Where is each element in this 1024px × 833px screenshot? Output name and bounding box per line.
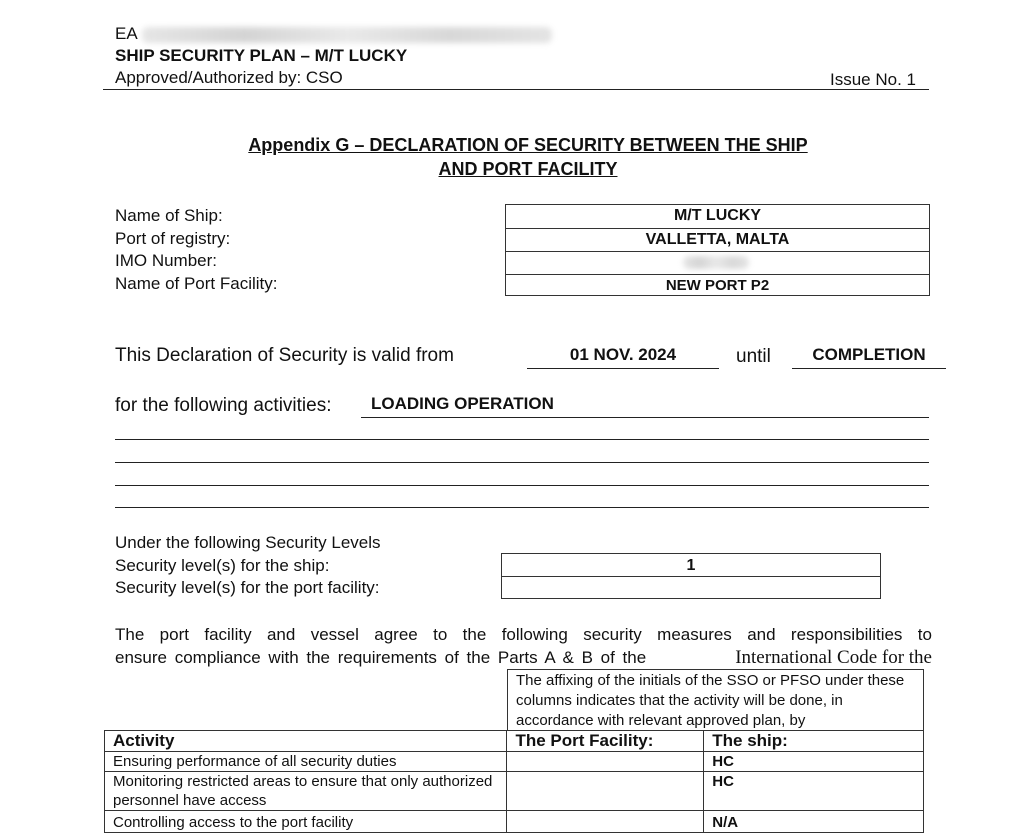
header-activity: Activity [105, 731, 507, 752]
valid-until-value: COMPLETION [812, 345, 926, 364]
ship-level-label: Security level(s) for the ship: [115, 555, 330, 575]
validity-intro: This Declaration of Security is valid from [115, 345, 454, 366]
ship-info-labels [115, 205, 278, 295]
activity-table [104, 730, 924, 833]
port-facility-value: NEW PORT P2 [506, 274, 929, 296]
valid-from-line [527, 368, 719, 369]
appendix-title-line2: AND PORT FACILITY [438, 159, 618, 179]
security-levels-labels [115, 532, 381, 600]
port-of-registry-value: VALLETTA, MALTA [506, 228, 929, 251]
table-header-row [105, 731, 924, 752]
header-port-facility: The Port Facility: [507, 731, 704, 752]
label-port-facility: Name of Port Facility: [115, 273, 278, 293]
activity-cell: Controlling access to the port facility [105, 811, 507, 833]
ship-initials-cell: N/A [704, 811, 924, 833]
agreement-line-2-start: ensure compliance with the requirements of the Parts A & B of the [115, 648, 647, 667]
port-initials-cell [507, 811, 704, 833]
activities-line-4 [115, 485, 929, 486]
agreement-line-2 [115, 646, 932, 670]
company-prefix: EA [115, 24, 138, 43]
ship-initials-cell: HC [704, 752, 924, 772]
agreement-line-1: The port facility and vessel agree to the following security measures and responsibilities to [115, 625, 932, 644]
ship-level-value: 1 [686, 557, 696, 574]
label-imo-number: IMO Number: [115, 251, 218, 270]
valid-until-line [792, 368, 946, 369]
agreement-line-2-end: International Code for the [735, 647, 932, 668]
port-initials-cell [507, 752, 704, 772]
table-note: The affixing of the initials of the SSO or PFSO under these columns indicates that the activity will be done, in accordance with relevant approved plan, by [507, 669, 924, 731]
table-row [105, 752, 924, 772]
activities-line-3 [115, 462, 929, 463]
label-port-of-registry: Port of registry: [115, 228, 231, 248]
appendix-title-line1: Appendix G – DECLARATION OF SECURITY BETWEEN THE SHIP [248, 135, 808, 155]
header-ship: The ship: [704, 731, 924, 752]
activities-line-5 [115, 507, 929, 508]
port-level-label: Security level(s) for the port facility: [115, 578, 380, 597]
security-levels-box [501, 553, 881, 599]
redacted-imo-number [683, 256, 749, 269]
header-rule [103, 89, 929, 90]
table-row [105, 811, 924, 833]
redacted-company-name [142, 27, 552, 43]
approved-by: Approved/Authorized by: CSO [115, 68, 343, 87]
port-level-value [502, 576, 880, 599]
issue-number: Issue No. 1 [830, 70, 916, 89]
activity-cell: Monitoring restricted areas to ensure that only authorized personnel have access [105, 772, 507, 811]
security-levels-heading: Under the following Security Levels [115, 533, 381, 552]
activity-cell: Ensuring performance of all security duties [105, 752, 507, 772]
ship-info-box [505, 204, 930, 296]
label-name-of-ship: Name of Ship: [115, 206, 223, 225]
activities-value: LOADING OPERATION [371, 394, 554, 413]
imo-number-value [506, 251, 929, 274]
plan-title: SHIP SECURITY PLAN – M/T LUCKY [115, 46, 408, 65]
until-label: until [736, 346, 771, 367]
valid-from-date: 01 NOV. 2024 [569, 345, 677, 364]
activities-line-1 [361, 417, 929, 418]
activities-label: for the following activities: [115, 395, 332, 416]
table-row [105, 772, 924, 811]
ship-initials-cell: HC [704, 772, 924, 811]
activities-line-2 [115, 439, 929, 440]
port-initials-cell [507, 772, 704, 811]
name-of-ship-value: M/T LUCKY [673, 207, 762, 224]
